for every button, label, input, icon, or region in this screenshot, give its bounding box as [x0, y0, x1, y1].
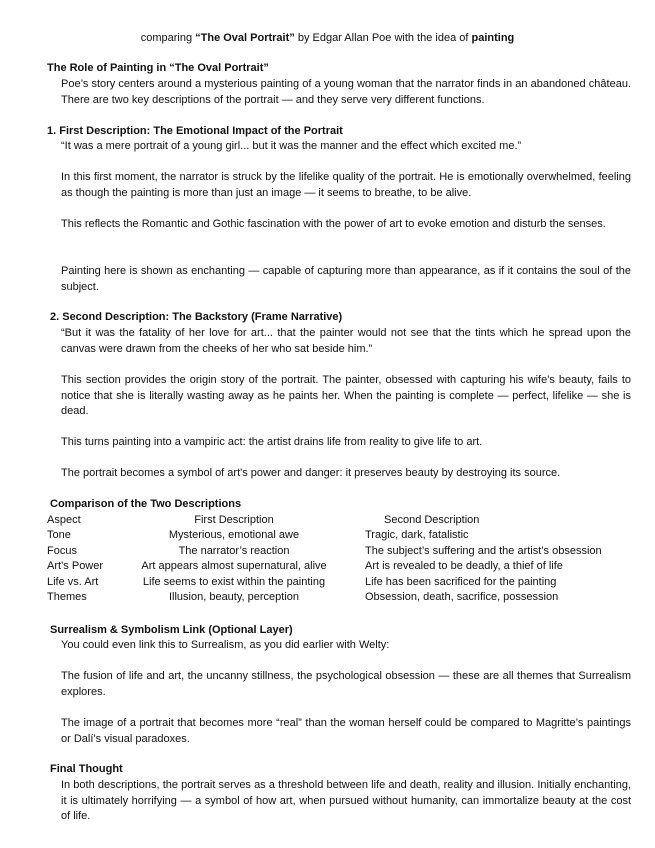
- section-heading-comparison: Comparison of the Two Descriptions: [50, 498, 242, 510]
- second-description-quote: “But it was the fatality of her love for art... that the painter would not see that the tints which he spread upon the canvas were drawn from the cheeks of her who sat beside him.”: [61, 327, 631, 355]
- surrealism-paragraph: The image of a portrait that becomes more “real” than the woman herself could be compared to Magritte’s paintings or Dalí’s visual paradoxes.: [61, 717, 631, 745]
- table-row: [0, 528, 655, 544]
- first-description-paragraph: Painting here is shown as enchanting — capable of capturing more than appearance, as if it contains the soul of the subject.: [61, 265, 631, 293]
- table-cell-second: Life has been sacrificed for the painting: [365, 576, 557, 588]
- section-heading-final-thought: Final Thought: [50, 763, 123, 775]
- title-middle: by Edgar Allan Poe with the idea of: [294, 32, 472, 44]
- document-title: [0, 31, 655, 47]
- table-cell-aspect: Focus: [47, 545, 77, 557]
- table-cell-first: The narrator’s reaction: [178, 545, 290, 557]
- comparison-table-header: [0, 513, 655, 529]
- table-cell-first: Mysterious, emotional awe: [168, 529, 300, 541]
- second-description-paragraph: This turns painting into a vampiric act: the artist drains life from reality to give life to art.: [61, 436, 483, 448]
- section-heading-surrealism: Surrealism & Symbolism Link (Optional Layer): [50, 624, 293, 636]
- column-header-aspect: Aspect: [47, 514, 81, 526]
- intro-paragraph: Poe’s story centers around a mysterious painting of a young woman that the narrator finds in an abandoned château. There are two key descriptions of the portrait — and they serve very different functions.: [61, 78, 631, 106]
- table-cell-aspect: Themes: [47, 591, 87, 603]
- table-cell-first: Art appears almost supernatural, alive: [141, 560, 327, 572]
- second-description-paragraph: The portrait becomes a symbol of art's power and danger: it preserves beauty by destroying its source.: [61, 467, 561, 479]
- second-description-paragraph: This section provides the origin story of the portrait. The painter, obsessed with capturing his wife's beauty, fails to notice that she is literally wasting away as he paints her. When the painting is complete — perfect, lifelike — she is dead.: [61, 374, 631, 417]
- table-cell-second: The subject’s suffering and the artist’s obsession: [365, 545, 602, 557]
- table-cell-aspect: Tone: [47, 529, 71, 541]
- surrealism-intro: You could even link this to Surrealism, as you did earlier with Welty:: [61, 639, 390, 651]
- section-heading-role: The Role of Painting in “The Oval Portrait”: [47, 62, 269, 74]
- surrealism-paragraph: The fusion of life and art, the uncanny stillness, the psychological obsession — these are all themes that Surrealism explores.: [61, 670, 631, 698]
- table-cell-first: Life seems to exist within the painting: [142, 576, 326, 588]
- table-cell-aspect: Art’s Power: [47, 560, 104, 572]
- first-description-paragraph: This reflects the Romantic and Gothic fascination with the power of art to evoke emotion and disturb the senses.: [61, 218, 606, 230]
- first-description-paragraph: In this first moment, the narrator is struck by the lifelike quality of the portrait. He is emotionally overwhelmed, feeling as though the painting is more than just an image — it seems to breathe, to be alive.: [61, 171, 631, 199]
- table-cell-second: Tragic, dark, fatalistic: [365, 529, 469, 541]
- table-cell-first: Illusion, beauty, perception: [168, 591, 300, 603]
- table-cell-second: Obsession, death, sacrifice, possession: [365, 591, 559, 603]
- table-row: [0, 559, 655, 575]
- column-header-second-description: Second Description: [384, 514, 480, 526]
- table-row: [0, 590, 655, 606]
- final-thought-paragraph: In both descriptions, the portrait serves as a threshold between life and death, reality and illusion. Initially enchanting, it is ultimately horrifying — a symbol of how art, when pursued without humanity, can immortalize beauty at the cost of life.: [61, 779, 631, 822]
- section-heading-first-description: 1. First Description: The Emotional Impact of the Portrait: [47, 125, 343, 137]
- title-topic: painting: [471, 32, 515, 44]
- title-prefix: comparing: [140, 32, 196, 44]
- column-header-first-description: First Description: [194, 514, 274, 526]
- section-heading-second-description: 2. Second Description: The Backstory (Frame Narrative): [50, 311, 343, 323]
- title-story: “The Oval Portrait”: [195, 32, 295, 44]
- table-row: [0, 575, 655, 591]
- table-cell-aspect: Life vs. Art: [47, 576, 99, 588]
- table-row: [0, 544, 655, 560]
- first-description-quote: “It was a mere portrait of a young girl... but it was the manner and the effect which excited me.”: [61, 140, 522, 152]
- table-cell-second: Art is revealed to be deadly, a thief of life: [365, 560, 563, 572]
